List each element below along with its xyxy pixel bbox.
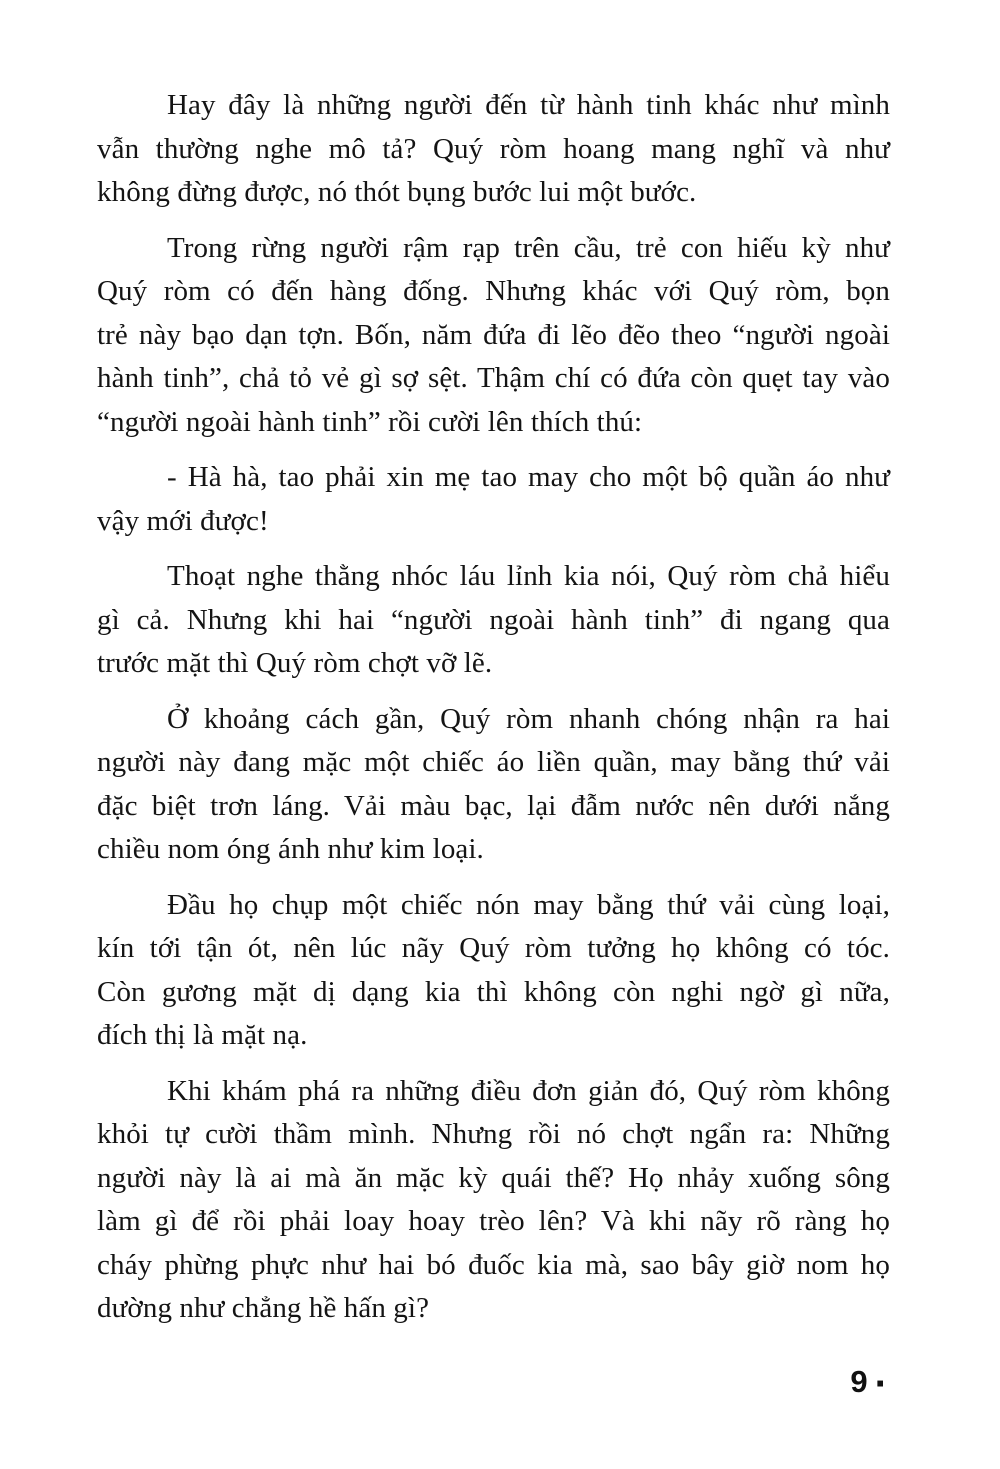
text-line: đích thị là mặt nạ.: [97, 1019, 308, 1051]
text-line: không đừng được, nó thót bụng bước lui một bước.: [97, 176, 697, 208]
paragraph: [97, 84, 890, 215]
text-line: Trong rừng người rậm rạp trên cầu, trẻ con hiếu kỳ như: [167, 231, 890, 264]
text-line: làm gì để rồi phải loay hoay trèo lên? Và khi nãy rõ ràng họ: [97, 1205, 890, 1237]
text-line: người này đang mặc một chiếc áo liền quần, may bằng thứ vải: [97, 746, 890, 778]
text-line: Quý ròm có đến hàng đống. Nhưng khác với Quý ròm, bọn: [97, 275, 890, 307]
paragraph: [97, 227, 890, 445]
text-line: Hay đây là những người đến từ hành tinh khác như mình: [167, 89, 890, 121]
paragraph: [97, 884, 890, 1058]
text-line: dường như chẳng hề hấn gì?: [97, 1292, 430, 1324]
paragraph: [97, 1070, 890, 1331]
text-line: đặc biệt trơn láng. Vải màu bạc, lại đẫm nước nên dưới nắng: [97, 789, 890, 822]
text-line: trẻ này bạo dạn tợn. Bốn, năm đứa đi lẽo đẽo theo “người ngoài: [97, 318, 890, 351]
text-line: Thoạt nghe thằng nhóc láu lỉnh kia nói, Quý ròm chả hiểu: [167, 560, 890, 592]
paragraph-dialogue: [97, 456, 890, 543]
text-line: chiều nom óng ánh như kim loại.: [97, 833, 484, 865]
text-line: người này là ai mà ăn mặc kỳ quái thế? Họ nhảy xuống sông: [97, 1161, 890, 1194]
text-line: kín tới tận ót, nên lúc nãy Quý ròm tưởng họ không có tóc.: [97, 932, 890, 964]
text-line: “người ngoài hành tinh” rồi cười lên thích thú:: [97, 405, 643, 438]
page-number-value: 9: [850, 1364, 868, 1399]
text-line: cháy phừng phực như hai bó đuốc kia mà, sao bây giờ nom họ: [97, 1248, 890, 1281]
text-block: [97, 84, 890, 1343]
paragraph: [97, 698, 890, 872]
text-line: trước mặt thì Quý ròm chợt vỡ lẽ.: [97, 647, 493, 679]
text-line: vẫn thường nghe mô tả? Quý ròm hoang mang nghĩ và như: [97, 132, 890, 165]
text-line: khỏi tự cười thầm mình. Nhưng rồi nó chợt ngẩn ra: Những: [97, 1118, 890, 1150]
text-line: vậy mới được!: [97, 504, 269, 537]
paragraph: [97, 555, 890, 686]
text-line: Ở khoảng cách gần, Quý ròm nhanh chóng nhận ra hai: [167, 702, 890, 735]
text-line: - Hà hà, tao phải xin mẹ tao may cho một bộ quần áo như: [167, 461, 890, 493]
text-line: Còn gương mặt dị dạng kia thì không còn nghi ngờ gì nữa,: [97, 975, 890, 1008]
text-line: hành tinh”, chả tỏ vẻ gì sợ sệt. Thậm chí có đứa còn quẹt tay vào: [97, 362, 890, 394]
text-line: gì cả. Nhưng khi hai “người ngoài hành tinh” đi ngang qua: [97, 603, 890, 636]
text-line: Đầu họ chụp một chiếc nón may bằng thứ vải cùng loại,: [167, 888, 890, 921]
page-number: 9 ·: [850, 1362, 888, 1406]
text-line: Khi khám phá ra những điều đơn giản đó, Quý ròm không: [167, 1074, 890, 1107]
